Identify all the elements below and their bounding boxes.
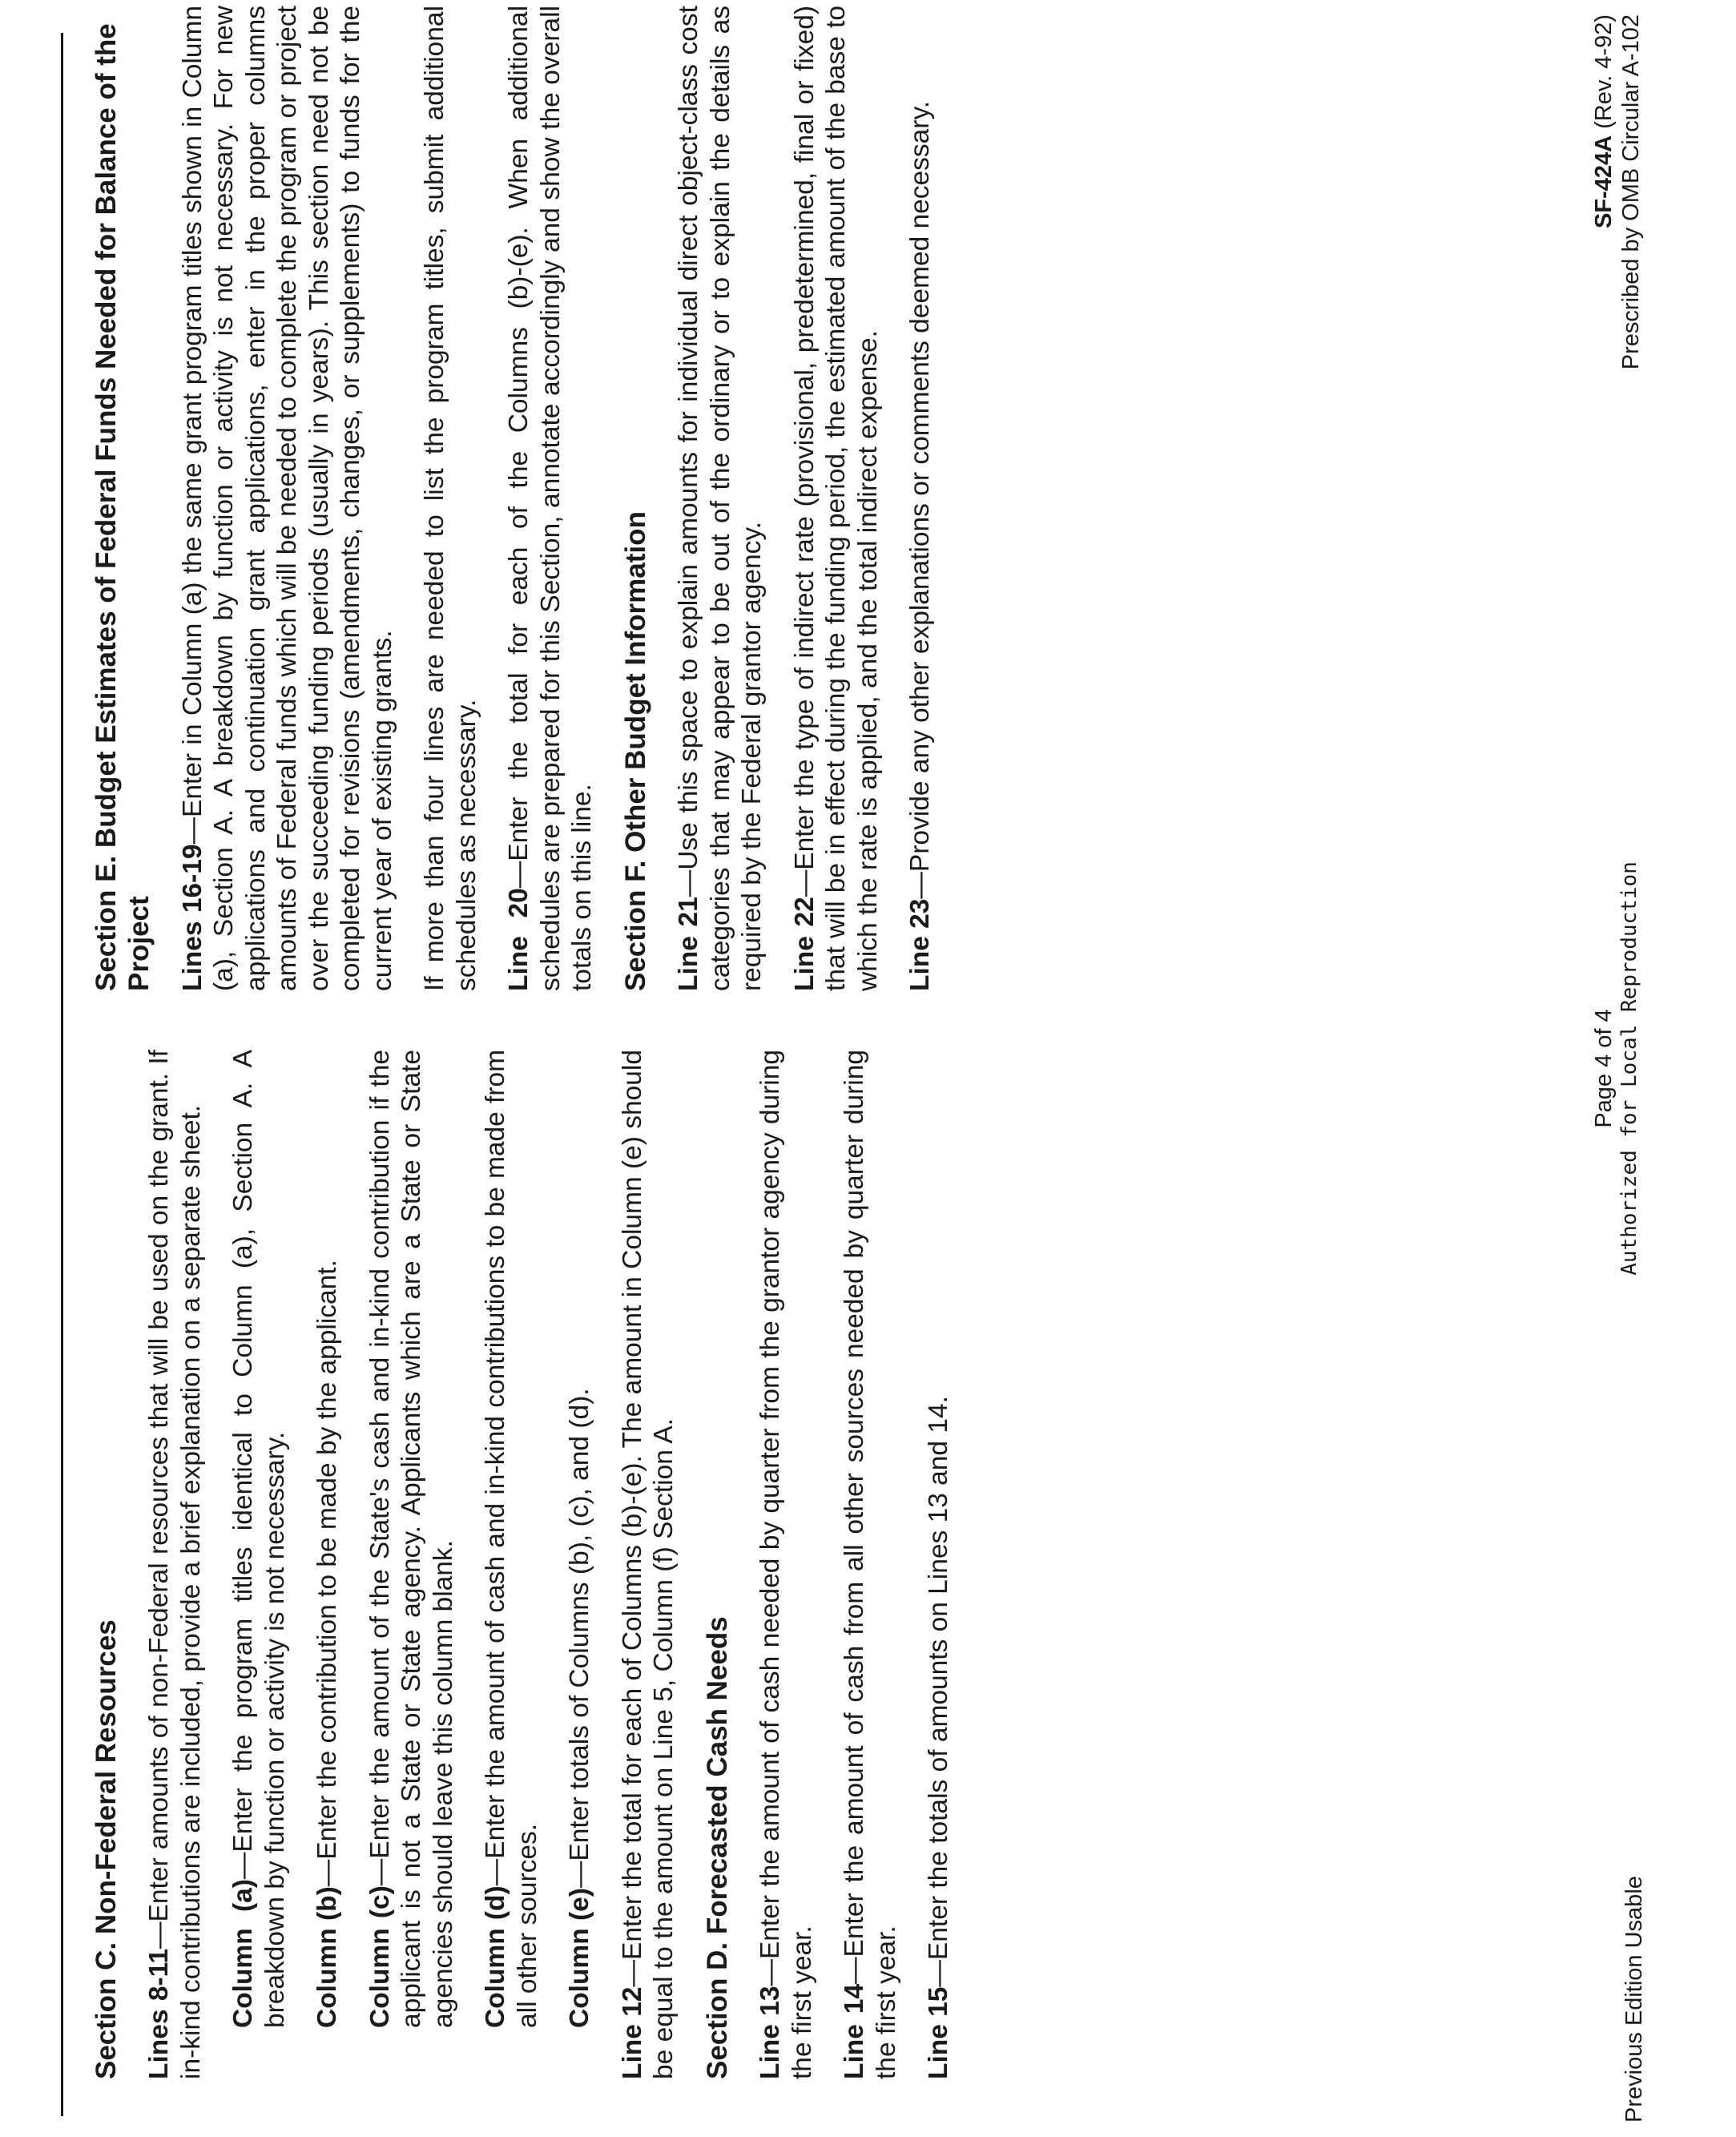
right-column xyxy=(90,6,957,991)
form-identifier xyxy=(1590,14,1645,369)
form-revision: (Rev. 4-92) xyxy=(1591,14,1617,135)
left-column xyxy=(90,1050,976,2079)
column-a-label: Column (a) xyxy=(228,1879,259,2028)
lines-16-19-label: Lines 16-19 xyxy=(177,844,207,991)
section-d-title: Section D. Forecasted Cash Needs xyxy=(702,1616,733,2079)
line-22-text: —Enter the type of indirect rate (provisional, predetermined, final or fixed) that will be in effect during the funding period, the estimated amount of the base to which the rate is applied, and the total indirect expense. xyxy=(789,6,883,991)
line-23-label: Line 23 xyxy=(905,898,936,991)
line-13-label: Line 13 xyxy=(755,1986,786,2079)
lines-16-19-paragraph xyxy=(177,6,399,991)
line-14-text: —Enter the amount of cash from all other sources needed by quarter during the first year. xyxy=(840,1050,901,2079)
column-d-paragraph xyxy=(480,1050,543,2079)
section-e-title: Section E. Budget Estimates of Federal Funds Needed for Balance of the Project xyxy=(91,23,155,991)
lines-16-19-text: —Enter in Column (a) the same grant program titles shown in Column (a), Section A. A breakdown by function or activity is not necessary. For new applications and continuation grant applications, enter in the proper columns amounts of Federal funds which will be needed to complete the program or project over the succeeding funding periods (usually in years). This section need not be completed for revisions (amendments, changes, or supplements) to funds for the current year of existing grants. xyxy=(177,6,397,991)
column-b-paragraph xyxy=(312,1050,344,2079)
line-22-label: Line 22 xyxy=(789,897,820,991)
lines-8-11-text: —Enter amounts of non-Federal resources that will be used on the grant. If in-kind contributions are included, provide a brief explanation on a separate sheet. xyxy=(144,1050,206,2079)
line-23-paragraph xyxy=(904,6,936,991)
line-20-label: Line 20 xyxy=(504,888,534,991)
column-e-paragraph xyxy=(564,1050,596,2079)
previous-edition-note: Previous Edition Usable xyxy=(1621,1876,1647,2123)
line-21-text: —Use this space to explain amounts for individual direct object-class cost categories that may appear to be out of the ordinary or to explain the details as required by the Federal grantor agency. xyxy=(674,6,767,991)
page-number: Page 4 of 4 xyxy=(1591,1009,1617,1128)
line-13-paragraph xyxy=(755,1050,818,2079)
column-c-paragraph xyxy=(365,1050,460,2079)
top-rule xyxy=(61,33,63,2116)
line-23-text: —Provide any other explanations or comments deemed necessary. xyxy=(905,100,936,899)
column-e-text: —Enter totals of Columns (b), (c), and (d). xyxy=(565,1388,595,1889)
lines-8-11-paragraph xyxy=(143,1050,207,2079)
line-15-label: Line 15 xyxy=(924,1986,954,2079)
line-22-paragraph xyxy=(789,6,884,991)
line-12-label: Line 12 xyxy=(617,1986,647,2079)
line-15-text: —Enter the totals of amounts on Lines 13 and 14. xyxy=(924,1396,954,1987)
column-c-label: Column (c) xyxy=(365,1885,395,2028)
section-c-title: Section C. Non-Federal Resources xyxy=(91,1619,122,2079)
line-13-text: —Enter the amount of cash needed by quarter from the grantor agency during the first year. xyxy=(755,1049,817,2079)
reproduction-note: Authorized for Local Reproduction xyxy=(1617,861,1642,1276)
line-12-text: —Enter the total for each of Columns (b)-(e). The amount in Column (e) should be equal to the amount on Line 5, Column (f) Section A. xyxy=(617,1050,679,2079)
line-20-text: —Enter the total for each of the Columns (b)-(e). When additional schedules are prepared for this Section, annotate accordingly and show the overall totals on this line. xyxy=(504,5,598,991)
column-e-label: Column (e) xyxy=(565,1888,595,2028)
column-b-text: —Enter the contribution to be made by the applicant. xyxy=(312,1260,343,1887)
line-15-paragraph xyxy=(923,1050,955,2079)
line-21-paragraph xyxy=(673,6,768,991)
prescribed-by: Prescribed by OMB Circular A-102 xyxy=(1618,14,1645,370)
line-21-label: Line 21 xyxy=(674,897,704,991)
lines-8-11-label: Lines 8-11 xyxy=(144,1948,175,2079)
column-d-text: —Enter the amount of cash and in-kind contributions to be made from all other sources. xyxy=(481,1050,542,2028)
section-f-title: Section F. Other Budget Information xyxy=(619,511,651,991)
column-a-paragraph xyxy=(228,1050,291,2079)
more-lines-paragraph: If more than four lines are needed to list the program titles, submit additional schedules as necessary. xyxy=(420,6,481,991)
form-id: SF-424A xyxy=(1591,135,1617,228)
column-d-label: Column (d) xyxy=(481,1885,511,2028)
column-b-label: Column (b) xyxy=(312,1886,343,2028)
line-14-paragraph xyxy=(839,1050,902,2079)
column-a-text: —Enter the program titles identical to Column (a), Section A. A breakdown by function or activity is not necessary. xyxy=(228,1050,290,2028)
line-20-paragraph xyxy=(503,6,598,991)
line-12-paragraph xyxy=(617,1050,680,2079)
line-14-label: Line 14 xyxy=(840,1983,870,2079)
column-c-text: —Enter the amount of the State's cash and in-kind contribution if the applicant is not a State or State agency. Applicants which are a State or State agencies should leave this column blank. xyxy=(365,1050,458,2028)
page-footer xyxy=(1590,0,1718,2137)
